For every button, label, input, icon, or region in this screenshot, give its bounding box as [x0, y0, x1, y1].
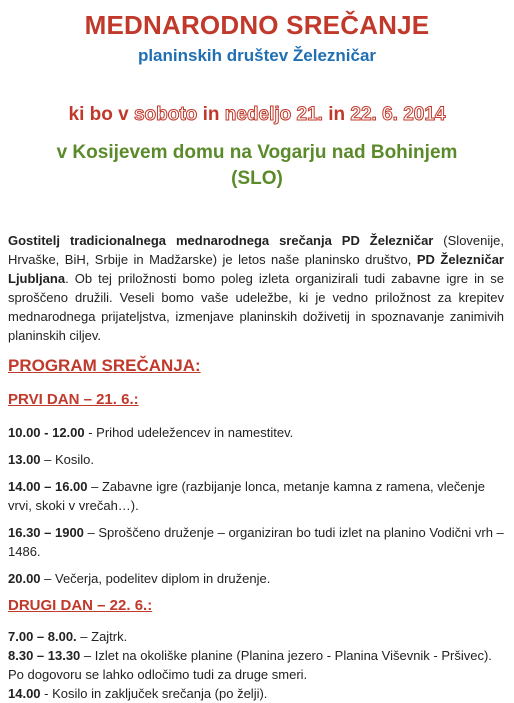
- schedule-item: [8, 423, 508, 442]
- day1-heading: PRVI DAN – 21. 6.:: [8, 391, 139, 408]
- schedule-time: 14.00 – 16.00: [8, 479, 88, 494]
- schedule-text: – Kosilo.: [40, 452, 95, 467]
- schedule-time: 20.00: [8, 571, 41, 586]
- place-line-2: (SLO): [231, 168, 283, 189]
- schedule-time: 14.00: [8, 686, 41, 701]
- schedule-text: – Zabavne igre (razbijanje lonca, metanje kamna z ramena, vlečenje vrvi, skoki v vrečah…).: [8, 479, 485, 513]
- schedule-item: [8, 684, 508, 703]
- date-sunday: nedeljo 21.: [224, 104, 323, 125]
- schedule-text: – Zajtrk.: [76, 629, 128, 644]
- schedule-time: 10.00 - 12.00: [8, 425, 85, 440]
- program-heading: PROGRAM SREČANJA:: [8, 356, 201, 375]
- event-title: MEDNARODNO SREČANJE: [84, 10, 430, 40]
- schedule-item: [8, 477, 508, 515]
- event-subtitle: planinskih društev Železničar: [137, 46, 377, 65]
- date-prefix: ki bo v: [68, 104, 129, 125]
- event-place: [0, 140, 514, 192]
- day1-items: [8, 423, 508, 596]
- schedule-item: [8, 646, 508, 684]
- event-date-line: [0, 104, 514, 126]
- schedule-text: – Večerja, podelitev diplom in druženje.: [40, 571, 271, 586]
- schedule-item: [8, 569, 508, 588]
- schedule-time: 8.30 – 13.30: [8, 648, 81, 663]
- intro-bold-2: PD Železničar Ljubljana: [8, 252, 504, 286]
- schedule-time: 7.00 – 8.00.: [8, 629, 77, 644]
- date-saturday: soboto: [133, 104, 198, 125]
- day2-items: [8, 627, 508, 703]
- day2-heading: DRUGI DAN – 22. 6.:: [8, 597, 153, 614]
- intro-bold-1: Gostitelj tradicionalnega mednarodnega srečanja PD Železničar: [8, 233, 434, 248]
- schedule-item: [8, 523, 508, 561]
- intro-paragraph: [8, 231, 504, 345]
- date-and-2: in: [328, 104, 346, 125]
- schedule-text: - Kosilo in zaključek srečanja (po želji).: [40, 686, 268, 701]
- place-line-1: v Kosijevem domu na Vogarju nad Bohinjem: [56, 142, 458, 163]
- date-and-1: in: [202, 104, 220, 125]
- intro-text-1: (Slovenije, Hrvaške, BiH, Srbije in Madžarske) je letos naše planinsko društvo,: [8, 233, 505, 267]
- schedule-time: 16.30 – 1900: [8, 525, 84, 540]
- date-end: 22. 6. 2014: [350, 104, 446, 125]
- schedule-item: [8, 627, 508, 646]
- schedule-text: – Izlet na okoliške planine (Planina jezero - Planina Viševnik - Pršivec). Po dogovoru se lahko odločimo tudi za druge smeri.: [8, 648, 492, 682]
- intro-text-2: . Ob tej priložnosti bomo poleg izleta organizirali tudi zabavne igre in se sproščeno družili. Veseli bomo vaše udeležbe, ki je vedno priložnost za krepitev mednarodnega prijateljstva, izmenjave planinskih doživetij in spoznavanje zanimivih planinskih ciljev.: [8, 271, 504, 343]
- schedule-time: 13.00: [8, 452, 41, 467]
- schedule-text: - Prihod udeležencev in namestitev.: [84, 425, 294, 440]
- schedule-text: – Sproščeno druženje – organiziran bo tudi izlet na planino Vodični vrh – 1486.: [8, 525, 504, 559]
- schedule-item: [8, 450, 508, 469]
